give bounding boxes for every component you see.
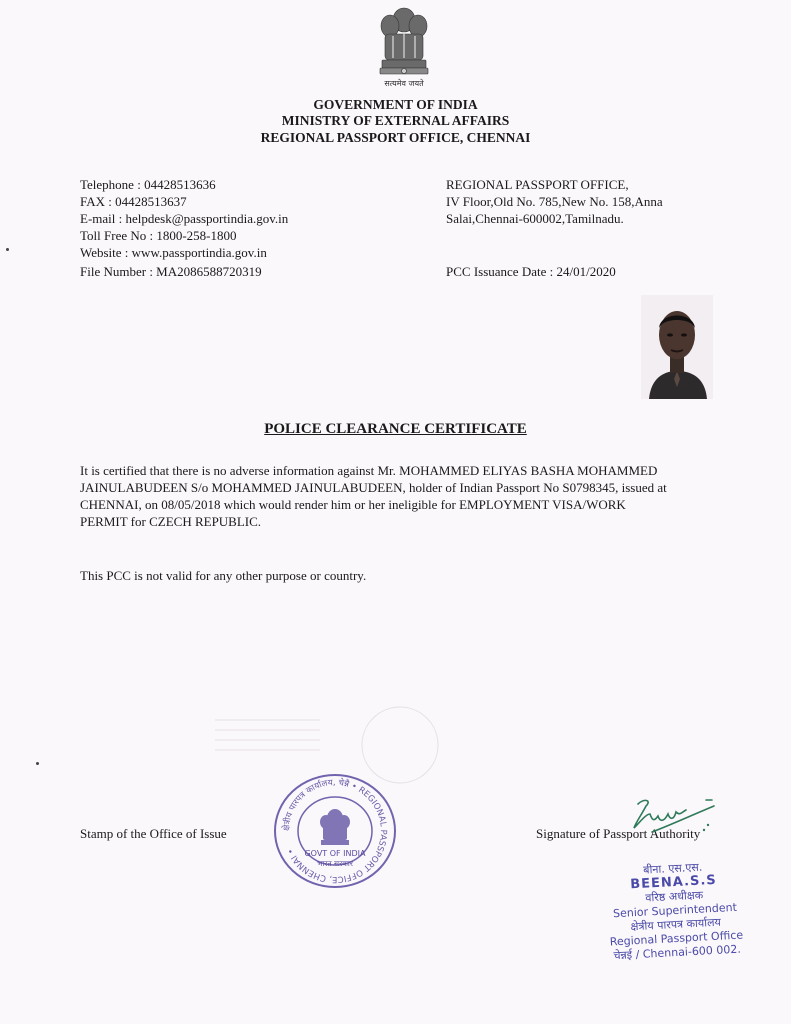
officer-hindi-office: क्षेत्रीय पारपत्र कार्यालय <box>630 915 722 934</box>
stamp-label: Stamp of the Office of Issue <box>80 826 227 841</box>
officer-designation-stamp <box>588 858 763 965</box>
officer-city: चेन्नई / Chennai-600 002. <box>613 942 742 963</box>
seal-bharat-text: भारत सरकार <box>317 859 353 868</box>
header-ministry: MINISTRY OF EXTERNAL AFFAIRS <box>281 113 510 128</box>
seal-ring-text: क्षेत्रीय पारपत्र कार्यालय, चेन्नै • REGIONAL PASSPORT OFFICE, CHENNAI • <box>281 777 389 885</box>
body-line-1: It is certified that there is no adverse information against Mr. MOHAMMED ELIYAS BASHA MOHAMMED <box>80 463 658 478</box>
contact-telephone: Telephone : 04428513636 <box>80 177 216 192</box>
certificate-title: POLICE CLEARANCE CERTIFICATE <box>264 421 527 437</box>
office-seal-stamp <box>270 770 400 892</box>
contact-website: Website : www.passportindia.gov.in <box>80 245 267 260</box>
emblem-motto: सत्यमेव जयते <box>384 79 424 88</box>
address-line-1: REGIONAL PASSPORT OFFICE, <box>446 177 629 192</box>
seal-govt-text: GOVT OF INDIA <box>304 849 366 858</box>
address-line-2: IV Floor,Old No. 785,New No. 158,Anna <box>446 194 663 209</box>
office-address <box>446 176 706 227</box>
signature-label: Signature of Passport Authority <box>536 826 701 841</box>
speck-mark <box>6 248 9 251</box>
officer-office: Regional Passport Office <box>609 928 744 949</box>
contact-tollfree: Toll Free No : 1800-258-1800 <box>80 228 237 243</box>
issuance-date: PCC Issuance Date : 24/01/2020 <box>446 264 616 279</box>
officer-hindi-title: वरिष्ठ अधीक्षक <box>645 888 704 905</box>
contact-email: E-mail : helpdesk@passportindia.gov.in <box>80 211 289 226</box>
header-office: REGIONAL PASSPORT OFFICE, CHENNAI <box>260 130 531 145</box>
officer-hindi-name: बीना. एस.एस. <box>642 860 703 877</box>
officer-title: Senior Superintendent <box>612 900 738 921</box>
applicant-photo <box>641 295 713 399</box>
body-line-4: PERMIT for CZECH REPUBLIC. <box>80 514 262 529</box>
contact-fax: FAX : 04428513637 <box>80 194 187 209</box>
file-number: File Number : MA2086588720319 <box>80 264 262 279</box>
validity-note: This PCC is not valid for any other purpose or country. <box>80 568 367 583</box>
seal-emblem-icon <box>320 809 350 845</box>
handwritten-signature <box>616 792 726 837</box>
certificate-body <box>80 462 720 530</box>
contact-block <box>80 176 288 261</box>
body-line-2: JAINULABUDEEN S/o MOHAMMED JAINULABUDEEN, holder of Indian Passport No S0798345, issued at <box>80 480 667 495</box>
address-line-3: Salai,Chennai-600002,Tamilnadu. <box>446 211 624 226</box>
header-government: GOVERNMENT OF INDIA <box>313 97 478 112</box>
speck-mark <box>36 762 39 765</box>
officer-name: BEENA.S.S <box>629 872 718 893</box>
body-line-3: CHENNAI, on 08/05/2018 which would render him or her ineligible for EMPLOYMENT VISA/WORK <box>80 497 626 512</box>
